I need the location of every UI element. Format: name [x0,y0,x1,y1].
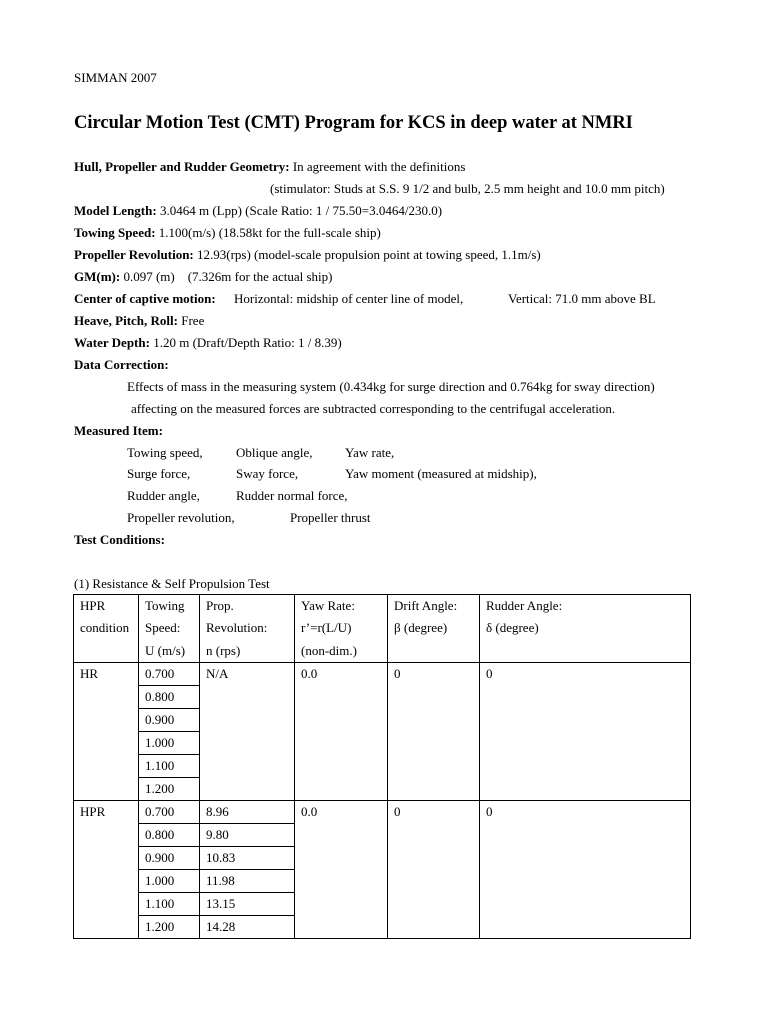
measured-item: Propeller thrust [290,510,371,525]
header-rudder-angle: Rudder Angle: δ (degree) [480,595,691,663]
center-vertical: Vertical: 71.0 mm above BL [508,291,656,306]
measured-item: Sway force, [236,466,299,481]
header-towing-speed: Towing Speed: U (m/s) [139,595,200,663]
measured-item: Propeller revolution, [127,510,235,525]
header-prop-revolution: Prop. Revolution: n (rps) [200,595,295,663]
towing-speed-line [74,225,381,241]
heave-pitch-roll-text: Free [177,313,205,328]
propeller-revolution-text: 12.93(rps) (model-scale propulsion point at towing speed, 1.1m/s) [193,247,541,262]
propeller-revolution-line [74,247,541,263]
revolution-cell: 14.28 [200,915,295,938]
hr-rudder-cell: 0 [480,662,691,800]
speed-cell: 0.800 [139,685,200,708]
water-depth-line [74,335,342,351]
hpr-rudder-cell: 0 [480,800,691,938]
center-captive-line [74,291,216,307]
data-correction-line2: affecting on the measured forces are subtracted corresponding to the centrifugal acceleration. [131,401,616,416]
measured-item: Towing speed, [127,445,203,460]
towing-speed-text: 1.100(m/s) (18.58kt for the full-scale ship) [155,225,381,240]
speed-cell: 0.900 [139,708,200,731]
header-drift-angle: Drift Angle: β (degree) [388,595,480,663]
revolution-cell: 13.15 [200,892,295,915]
revolution-cell: 9.80 [200,823,295,846]
model-length-text: 3.0464 m (Lpp) (Scale Ratio: 1 / 75.50=3.0464/230.0) [156,203,443,218]
page-title: Circular Motion Test (CMT) Program for KCS in deep water at NMRI [74,113,633,133]
measured-item: Surge force, [127,466,191,481]
measured-item-label: Measured Item: [74,423,163,438]
measured-item: Yaw rate, [345,445,395,460]
water-depth-label: Water Depth: [74,335,150,350]
header-hpr-condition: HPR condition [74,595,139,663]
center-horizontal: Horizontal: midship of center line of model, [234,291,464,306]
measured-item: Yaw moment (measured at midship), [345,466,537,481]
speed-cell: 1.000 [139,731,200,754]
hr-condition-cell: HR [74,662,139,800]
table-header-row [74,595,691,663]
speed-cell: 0.800 [139,823,200,846]
speed-cell: 1.000 [139,869,200,892]
table-row [74,800,691,823]
gm-text: 0.097 (m) (7.326m for the actual ship) [120,269,333,284]
section-title: (1) Resistance & Self Propulsion Test [74,576,270,591]
hpr-yaw-cell: 0.0 [295,800,388,938]
test-conditions-label: Test Conditions: [74,532,165,547]
model-length-label: Model Length: [74,203,157,218]
hull-geometry-label: Hull, Propeller and Rudder Geometry: [74,159,290,174]
test-conditions-table [73,594,691,939]
propeller-revolution-label: Propeller Revolution: [74,247,194,262]
hpr-condition-cell: HPR [74,800,139,938]
speed-cell: 0.700 [139,800,200,823]
hull-geometry-text: In agreement with the definitions [289,159,466,174]
speed-cell: 0.700 [139,662,200,685]
header-yaw-rate: Yaw Rate: r’=r(L/U) (non-dim.) [295,595,388,663]
heave-pitch-roll-label: Heave, Pitch, Roll: [74,313,178,328]
center-captive-label: Center of captive motion: [74,291,216,306]
measured-item: Rudder angle, [127,488,200,503]
stimulator-line: (stimulator: Studs at S.S. 9 1/2 and bulb, 2.5 mm height and 10.0 mm pitch) [270,181,665,196]
hpr-drift-cell: 0 [388,800,480,938]
gm-line [74,269,333,285]
hull-geometry-line [74,159,465,175]
hr-revolution-cell: N/A [200,662,295,800]
revolution-cell: 8.96 [200,800,295,823]
measured-item: Rudder normal force, [236,488,348,503]
hr-drift-cell: 0 [388,662,480,800]
measured-item: Oblique angle, [236,445,313,460]
model-length-line [74,203,442,219]
gm-label: GM(m): [74,269,121,284]
revolution-cell: 11.98 [200,869,295,892]
speed-cell: 0.900 [139,846,200,869]
data-correction-line1: Effects of mass in the measuring system (0.434kg for surge direction and 0.764kg for sway direction) [127,379,655,394]
data-correction-label: Data Correction: [74,357,169,372]
table-row [74,662,691,685]
hr-yaw-cell: 0.0 [295,662,388,800]
heave-pitch-roll-line [74,313,204,329]
revolution-cell: 10.83 [200,846,295,869]
speed-cell: 1.100 [139,892,200,915]
document-header: SIMMAN 2007 [74,70,157,85]
speed-cell: 1.100 [139,754,200,777]
towing-speed-label: Towing Speed: [74,225,156,240]
speed-cell: 1.200 [139,777,200,800]
speed-cell: 1.200 [139,915,200,938]
water-depth-text: 1.20 m (Draft/Depth Ratio: 1 / 8.39) [149,335,342,350]
